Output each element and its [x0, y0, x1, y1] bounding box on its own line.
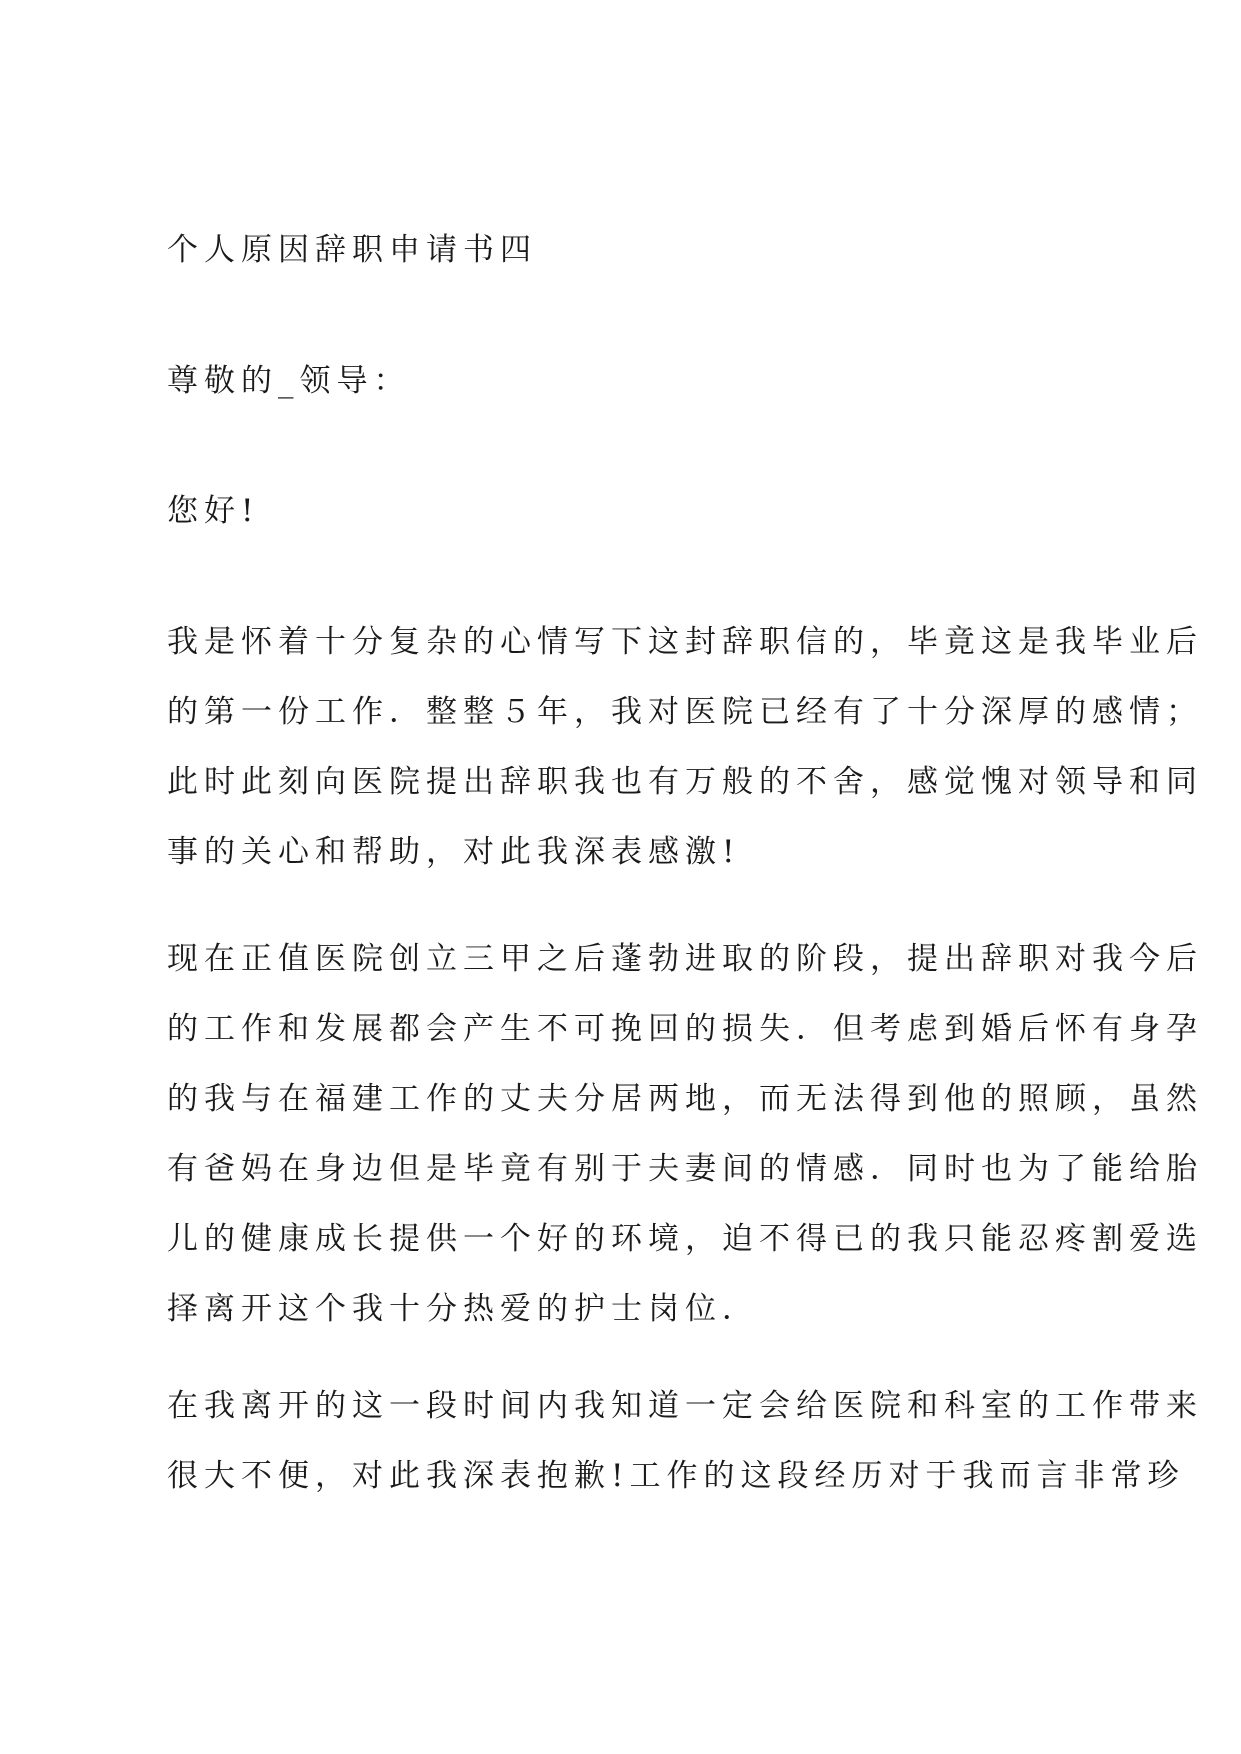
paragraph-line: 在我离开的这一段时间内我知道一定会给医院和科室的工作带来: [167, 1388, 1203, 1424]
greeting-text: 您好!: [167, 493, 260, 529]
document-title: [167, 215, 1097, 285]
paragraph-line: 有爸妈在身边但是毕竟有别于夫妻间的情感．同时也为了能给胎: [167, 1151, 1203, 1187]
title-text: 个人原因辞职申请书四: [167, 232, 537, 268]
paragraph-2: [167, 924, 1203, 1344]
paragraph-1: [167, 607, 1203, 887]
paragraph-line: 很大不便，对此我深表抱歉!工作的这段经历对于我而言非常珍: [167, 1458, 1185, 1494]
paragraph-line: 择离开这个我十分热爱的护士岗位．: [167, 1291, 759, 1327]
paragraph-line: 我是怀着十分复杂的心情写下这封辞职信的，毕竟这是我毕业后: [167, 624, 1203, 660]
greeting: [167, 476, 1097, 546]
paragraph-line: 事的关心和帮助，对此我深表感激!: [167, 834, 741, 870]
paragraph-line: 此时此刻向医院提出辞职我也有万般的不舍，感觉愧对领导和同: [167, 764, 1203, 800]
paragraph-line: 儿的健康成长提供一个好的环境，迫不得已的我只能忍疼割爱选: [167, 1221, 1203, 1257]
paragraph-3: [167, 1371, 1203, 1511]
salutation-text: 尊敬的_领导：: [167, 363, 411, 399]
paragraph-line: 的第一份工作．整整５年，我对医院已经有了十分深厚的感情；: [167, 694, 1203, 730]
paragraph-line: 的我与在福建工作的丈夫分居两地，而无法得到他的照顾，虽然: [167, 1081, 1203, 1117]
paragraph-line: 的工作和发展都会产生不可挽回的损失．但考虑到婚后怀有身孕: [167, 1011, 1203, 1047]
paragraph-line: 现在正值医院创立三甲之后蓬勃进取的阶段，提出辞职对我今后: [167, 941, 1203, 977]
salutation: [167, 346, 1097, 416]
